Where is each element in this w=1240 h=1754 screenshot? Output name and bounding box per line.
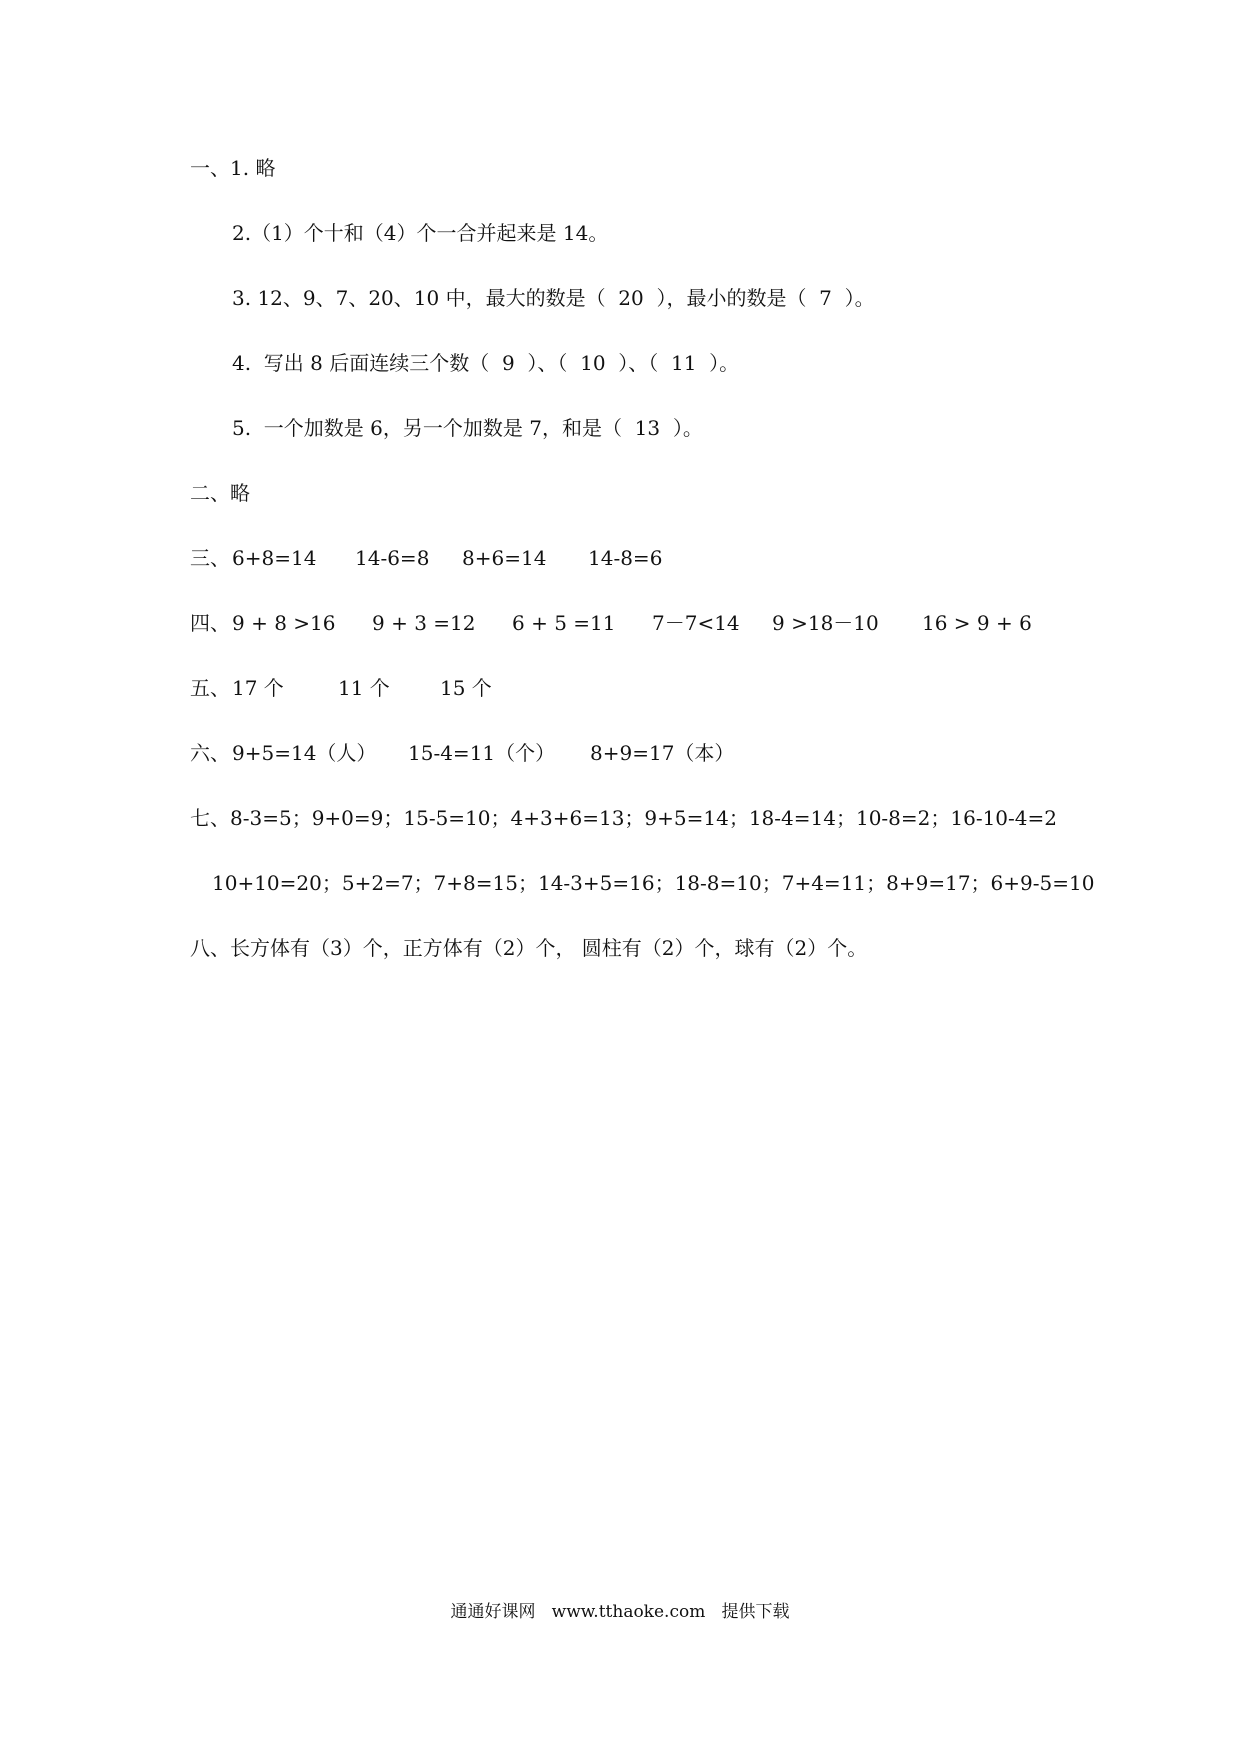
q6-item-3: 8+9=17（本） [590,741,735,765]
q6-row [190,739,890,767]
page-footer: 通通好课网 www.tthaoke.com 提供下载 [450,1602,790,1622]
q5-label: 五、 [190,676,230,700]
q5-item-2: 11 个 [338,676,390,700]
q1-item-2: 2.（1）个十和（4）个一合并起来是 14。 [232,221,609,245]
q2-answer: 二、略 [190,481,250,505]
q6-item-1: 9+5=14（人） [232,741,377,765]
q3-label: 三、 [190,546,230,570]
q1-item-4: 4. 写出 8 后面连续三个数（ 9 ）、（ 10 ）、（ 11 ）。 [232,351,740,375]
q4-row [190,609,1050,637]
q5-row [190,674,790,702]
q7-line-2: 10+10=20；5+2=7；7+8=15；14-3+5=16；18-8=10；7+4=11；8+9=17；6+9-5=10 [212,871,1095,895]
q1-item-3: 3. 12、9、7、20、10 中，最大的数是（ 20 ），最小的数是（ 7 ）。 [232,286,875,310]
q8-answer: 八、长方体有（3）个，正方体有（2）个， 圆柱有（2）个，球有（2）个。 [190,936,868,960]
q3-item-2: 14-6=8 [355,546,430,570]
q7-line-1: 七、8-3=5；9+0=9；15-5=10；4+3+6=13；9+5=14；18-4=14；10-8=2；16-10-4=2 [190,806,1058,830]
q4-item-2: 9 + 3 =12 [372,611,476,635]
q3-item-3: 8+6=14 [462,546,547,570]
q5-item-3: 15 个 [440,676,492,700]
q3-item-1: 6+8=14 [232,546,317,570]
q3-item-4: 14-8=6 [588,546,663,570]
q1-header: 一、1. 略 [190,156,276,180]
q3-row [190,544,990,572]
q1-item-5: 5. 一个加数是 6，另一个加数是 7，和是（ 13 ）。 [232,416,703,440]
q6-item-2: 15-4=11（个） [408,741,556,765]
q4-item-6: 16 > 9 + 6 [922,611,1032,635]
q4-item-1: 9 + 8 >16 [232,611,336,635]
q4-item-4: 7－7<14 [652,611,740,635]
q5-item-1: 17 个 [232,676,284,700]
q4-item-5: 9 >18－10 [772,611,879,635]
q4-label: 四、 [190,611,230,635]
q4-item-3: 6 + 5 =11 [512,611,616,635]
q6-label: 六、 [190,741,230,765]
